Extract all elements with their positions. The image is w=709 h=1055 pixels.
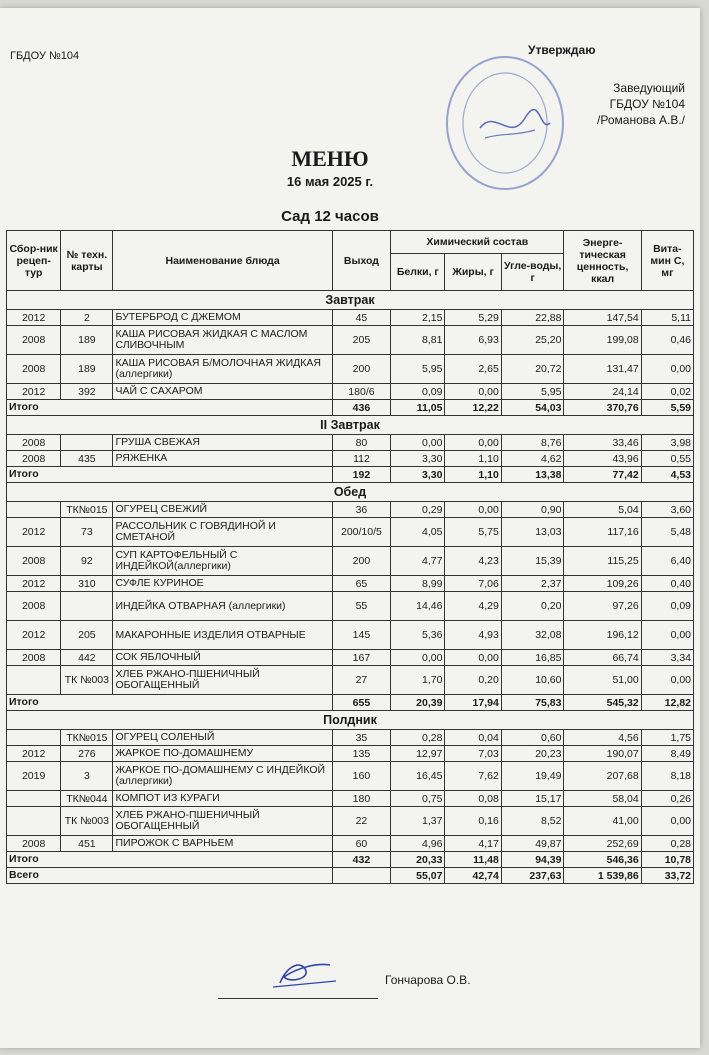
cell-fat: 1,10	[445, 451, 501, 467]
cell-energy: 117,16	[564, 518, 641, 547]
cell-sbornik: 2019	[7, 762, 61, 791]
cell-protein: 1,70	[391, 666, 445, 695]
total-energy: 545,32	[564, 695, 641, 711]
cell-dish-name: ОГУРЕЦ СОЛЕНЫЙ	[113, 730, 332, 746]
menu-table	[6, 230, 694, 884]
col-carbs: Угле-воды, г	[501, 254, 564, 291]
cell-sbornik: 2008	[7, 435, 61, 451]
cell-fat: 5,75	[445, 518, 501, 547]
cell-dish-name: РАССОЛЬНИК С ГОВЯДИНОЙ И СМЕТАНОЙ	[113, 518, 332, 547]
cell-energy: 51,00	[564, 666, 641, 695]
cell-carbs: 10,60	[501, 666, 564, 695]
table-row	[7, 762, 694, 791]
table-row	[7, 326, 694, 355]
cell-tech	[61, 435, 113, 451]
total-carbs: 75,83	[501, 695, 564, 711]
total-output: 436	[332, 400, 390, 416]
total-carbs: 13,38	[501, 467, 564, 483]
signature-line	[218, 998, 378, 999]
cell-carbs: 49,87	[501, 836, 564, 852]
cell-carbs: 0,20	[501, 592, 564, 621]
total-protein: 3,30	[391, 467, 445, 483]
cell-protein: 0,29	[391, 502, 445, 518]
section-header	[7, 483, 694, 502]
table-row	[7, 807, 694, 836]
menu-date: 16 мая 2025 г.	[286, 174, 374, 189]
cell-energy: 41,00	[564, 807, 641, 836]
cell-protein: 4,96	[391, 836, 445, 852]
col-output: Выход	[332, 231, 390, 291]
cell-energy: 33,46	[564, 435, 641, 451]
cell-vitc: 0,26	[641, 791, 693, 807]
cell-tech: 189	[61, 355, 113, 384]
cell-protein: 5,95	[391, 355, 445, 384]
cell-dish-name: ОГУРЕЦ СВЕЖИЙ	[113, 502, 332, 518]
cell-sbornik: 2012	[7, 746, 61, 762]
table-row	[7, 592, 694, 621]
cell-fat: 4,17	[445, 836, 501, 852]
cell-energy: 97,26	[564, 592, 641, 621]
cell-carbs: 20,23	[501, 746, 564, 762]
cell-dish-name: КАША РИСОВАЯ Б/МОЛОЧНАЯ ЖИДКАЯ (аллергики)	[113, 355, 332, 384]
cell-tech: 2	[61, 310, 113, 326]
cell-sbornik: 2012	[7, 518, 61, 547]
cell-protein: 4,77	[391, 547, 445, 576]
table-row	[7, 650, 694, 666]
table-row	[7, 518, 694, 547]
cell-carbs: 8,52	[501, 807, 564, 836]
cell-fat: 7,03	[445, 746, 501, 762]
section-title: Полдник	[7, 711, 694, 730]
cell-sbornik: 2012	[7, 621, 61, 650]
cell-fat: 0,00	[445, 502, 501, 518]
approve-name: /Романова А.В./	[597, 113, 685, 127]
cell-dish-name: СУП КАРТОФЕЛЬНЫЙ С ИНДЕЙКОЙ(аллергики)	[113, 547, 332, 576]
cell-tech	[61, 592, 113, 621]
total-energy: 370,76	[564, 400, 641, 416]
cell-protein: 2,15	[391, 310, 445, 326]
col-protein: Белки, г	[391, 254, 445, 291]
cell-dish-name: ИНДЕЙКА ОТВАРНАЯ (аллергики)	[113, 592, 332, 621]
menu-body	[7, 291, 694, 884]
table-row	[7, 666, 694, 695]
cell-carbs: 25,20	[501, 326, 564, 355]
cell-vitc: 0,40	[641, 576, 693, 592]
cell-fat: 7,62	[445, 762, 501, 791]
cell-dish-name: ЧАЙ С САХАРОМ	[113, 384, 332, 400]
cell-fat: 0,00	[445, 384, 501, 400]
total-carbs: 94,39	[501, 852, 564, 868]
cell-sbornik: 2012	[7, 384, 61, 400]
table-row	[7, 621, 694, 650]
cell-carbs: 5,95	[501, 384, 564, 400]
total-row	[7, 467, 694, 483]
cell-vitc: 3,98	[641, 435, 693, 451]
cell-vitc: 6,40	[641, 547, 693, 576]
total-output: 655	[332, 695, 390, 711]
col-vitc: Вита-мин С, мг	[641, 231, 693, 291]
total-output: 192	[332, 467, 390, 483]
cell-fat: 0,00	[445, 435, 501, 451]
cell-carbs: 22,88	[501, 310, 564, 326]
cell-dish-name: ПИРОЖОК С ВАРНЬЕМ	[113, 836, 332, 852]
cell-tech: 73	[61, 518, 113, 547]
cell-protein: 0,00	[391, 435, 445, 451]
cell-carbs: 0,90	[501, 502, 564, 518]
cell-dish-name: СУФЛЕ КУРИНОЕ	[113, 576, 332, 592]
cell-tech: 392	[61, 384, 113, 400]
cell-vitc: 0,46	[641, 326, 693, 355]
col-fat: Жиры, г	[445, 254, 501, 291]
cell-dish-name: КОМПОТ ИЗ КУРАГИ	[113, 791, 332, 807]
cell-vitc: 0,09	[641, 592, 693, 621]
col-chem: Химический состав	[391, 231, 564, 254]
cell-tech: ТК№015	[61, 730, 113, 746]
cell-output: 60	[332, 836, 390, 852]
grand-total-row	[7, 868, 694, 884]
section-header	[7, 416, 694, 435]
cell-energy: 58,04	[564, 791, 641, 807]
cell-carbs: 2,37	[501, 576, 564, 592]
cell-dish-name: ХЛЕБ РЖАНО-ПШЕНИЧНЫЙ ОБОГАЩЕННЫЙ	[113, 807, 332, 836]
cell-energy: 199,08	[564, 326, 641, 355]
cell-sbornik: 2008	[7, 355, 61, 384]
cell-protein: 0,09	[391, 384, 445, 400]
cell-output: 200	[332, 547, 390, 576]
cell-dish-name: РЯЖЕНКА	[113, 451, 332, 467]
cell-vitc: 8,49	[641, 746, 693, 762]
cell-energy: 66,74	[564, 650, 641, 666]
cell-tech: 442	[61, 650, 113, 666]
cell-sbornik	[7, 666, 61, 695]
cell-sbornik	[7, 502, 61, 518]
cell-output: 180	[332, 791, 390, 807]
cell-output: 112	[332, 451, 390, 467]
col-energy: Энерге-тическая ценность, ккал	[564, 231, 641, 291]
cell-sbornik: 2008	[7, 451, 61, 467]
cell-tech: 189	[61, 326, 113, 355]
section-header	[7, 711, 694, 730]
cell-protein: 12,97	[391, 746, 445, 762]
cell-tech: 310	[61, 576, 113, 592]
cell-tech: 205	[61, 621, 113, 650]
cell-vitc: 3,34	[641, 650, 693, 666]
cell-energy: 252,69	[564, 836, 641, 852]
total-protein: 20,33	[391, 852, 445, 868]
approve-role: Заведующий	[613, 81, 685, 95]
cell-sbornik: 2008	[7, 836, 61, 852]
cell-output: 205	[332, 326, 390, 355]
cell-energy: 4,56	[564, 730, 641, 746]
table-row	[7, 384, 694, 400]
cell-output: 200/10/5	[332, 518, 390, 547]
cell-sbornik	[7, 730, 61, 746]
cell-output: 80	[332, 435, 390, 451]
cell-protein: 0,00	[391, 650, 445, 666]
cell-tech: ТК №003	[61, 807, 113, 836]
cell-fat: 4,29	[445, 592, 501, 621]
cell-vitc: 0,55	[641, 451, 693, 467]
cell-fat: 6,93	[445, 326, 501, 355]
page-title: МЕНЮ	[291, 146, 369, 171]
cell-dish-name: СОК ЯБЛОЧНЫЙ	[113, 650, 332, 666]
cell-protein: 14,46	[391, 592, 445, 621]
total-fat: 12,22	[445, 400, 501, 416]
cell-fat: 5,29	[445, 310, 501, 326]
cell-energy: 190,07	[564, 746, 641, 762]
cell-dish-name: КАША РИСОВАЯ ЖИДКАЯ С МАСЛОМ СЛИВОЧНЫМ	[113, 326, 332, 355]
section-title: Завтрак	[7, 291, 694, 310]
cell-tech: 92	[61, 547, 113, 576]
total-output: 432	[332, 852, 390, 868]
cell-dish-name: ЖАРКОЕ ПО-ДОМАШНЕМУ С ИНДЕЙКОЙ (аллергики)	[113, 762, 332, 791]
grand-total-energy: 1 539,86	[564, 868, 641, 884]
total-protein: 11,05	[391, 400, 445, 416]
cell-tech: 435	[61, 451, 113, 467]
table-row	[7, 355, 694, 384]
section-header	[7, 291, 694, 310]
cell-energy: 115,25	[564, 547, 641, 576]
table-row	[7, 435, 694, 451]
menu-sheet	[0, 8, 700, 1048]
cell-tech: ТК №003	[61, 666, 113, 695]
table-row	[7, 576, 694, 592]
grand-total-protein: 55,07	[391, 868, 445, 884]
cell-sbornik: 2008	[7, 650, 61, 666]
table-row	[7, 730, 694, 746]
cell-fat: 0,08	[445, 791, 501, 807]
table-row	[7, 746, 694, 762]
cell-tech: ТК№015	[61, 502, 113, 518]
cell-sbornik	[7, 807, 61, 836]
grand-total-label: Всего	[7, 868, 333, 884]
cell-sbornik: 2008	[7, 547, 61, 576]
total-label: Итого	[7, 467, 333, 483]
cell-output: 35	[332, 730, 390, 746]
cell-output: 45	[332, 310, 390, 326]
col-sbornik: Сбор-ник рецеп-тур	[7, 231, 61, 291]
cell-energy: 131,47	[564, 355, 641, 384]
grand-total-vitc: 33,72	[641, 868, 693, 884]
cell-output: 22	[332, 807, 390, 836]
cell-fat: 7,06	[445, 576, 501, 592]
cell-protein: 8,99	[391, 576, 445, 592]
cell-energy: 196,12	[564, 621, 641, 650]
cell-sbornik: 2012	[7, 576, 61, 592]
cell-output: 36	[332, 502, 390, 518]
cell-protein: 1,37	[391, 807, 445, 836]
grand-total-output	[332, 868, 390, 884]
grand-total-carbs: 237,63	[501, 868, 564, 884]
cell-protein: 8,81	[391, 326, 445, 355]
cell-output: 55	[332, 592, 390, 621]
cell-tech: ТК№044	[61, 791, 113, 807]
signature-icon	[218, 953, 378, 993]
cell-vitc: 1,75	[641, 730, 693, 746]
cell-energy: 147,54	[564, 310, 641, 326]
signer-name: Гончарова О.В.	[385, 973, 471, 987]
cell-protein: 4,05	[391, 518, 445, 547]
total-fat: 1,10	[445, 467, 501, 483]
cell-energy: 43,96	[564, 451, 641, 467]
cell-output: 180/6	[332, 384, 390, 400]
total-vitc: 12,82	[641, 695, 693, 711]
cell-vitc: 8,18	[641, 762, 693, 791]
cell-protein: 5,36	[391, 621, 445, 650]
cell-tech: 276	[61, 746, 113, 762]
total-vitc: 10,78	[641, 852, 693, 868]
total-fat: 17,94	[445, 695, 501, 711]
cell-vitc: 0,00	[641, 666, 693, 695]
col-name: Наименование блюда	[113, 231, 332, 291]
total-row	[7, 400, 694, 416]
table-row	[7, 547, 694, 576]
cell-sbornik	[7, 791, 61, 807]
cell-output: 200	[332, 355, 390, 384]
cell-energy: 5,04	[564, 502, 641, 518]
cell-vitc: 0,00	[641, 355, 693, 384]
cell-carbs: 4,62	[501, 451, 564, 467]
cell-output: 145	[332, 621, 390, 650]
cell-dish-name: ЖАРКОЕ ПО-ДОМАШНЕМУ	[113, 746, 332, 762]
org-name: ГБДОУ №104	[10, 50, 80, 62]
cell-tech: 451	[61, 836, 113, 852]
section-title: II Завтрак	[7, 416, 694, 435]
total-label: Итого	[7, 695, 333, 711]
total-row	[7, 695, 694, 711]
cell-carbs: 32,08	[501, 621, 564, 650]
cell-sbornik: 2008	[7, 592, 61, 621]
cell-fat: 0,04	[445, 730, 501, 746]
cell-sbornik: 2012	[7, 310, 61, 326]
grand-total-fat: 42,74	[445, 868, 501, 884]
cell-carbs: 8,76	[501, 435, 564, 451]
total-label: Итого	[7, 852, 333, 868]
cell-dish-name: ГРУША СВЕЖАЯ	[113, 435, 332, 451]
cell-vitc: 5,48	[641, 518, 693, 547]
cell-carbs: 16,85	[501, 650, 564, 666]
cell-tech: 3	[61, 762, 113, 791]
cell-output: 167	[332, 650, 390, 666]
cell-fat: 4,23	[445, 547, 501, 576]
approve-org: ГБДОУ №104	[609, 97, 685, 111]
cell-fat: 0,20	[445, 666, 501, 695]
table-row	[7, 836, 694, 852]
col-tech: № техн. карты	[61, 231, 113, 291]
cell-carbs: 19,49	[501, 762, 564, 791]
table-row	[7, 310, 694, 326]
cell-carbs: 15,17	[501, 791, 564, 807]
cell-sbornik: 2008	[7, 326, 61, 355]
cell-carbs: 15,39	[501, 547, 564, 576]
cell-dish-name: МАКАРОННЫЕ ИЗДЕЛИЯ ОТВАРНЫЕ	[113, 621, 332, 650]
cell-vitc: 0,00	[641, 621, 693, 650]
total-energy: 546,36	[564, 852, 641, 868]
cell-carbs: 0,60	[501, 730, 564, 746]
cell-vitc: 0,02	[641, 384, 693, 400]
table-row	[7, 791, 694, 807]
cell-output: 135	[332, 746, 390, 762]
cell-vitc: 3,60	[641, 502, 693, 518]
approve-title: Утверждаю	[528, 43, 596, 57]
cell-fat: 2,65	[445, 355, 501, 384]
cell-energy: 109,26	[564, 576, 641, 592]
total-vitc: 4,53	[641, 467, 693, 483]
cell-fat: 0,00	[445, 650, 501, 666]
total-protein: 20,39	[391, 695, 445, 711]
cell-output: 65	[332, 576, 390, 592]
cell-carbs: 13,03	[501, 518, 564, 547]
total-label: Итого	[7, 400, 333, 416]
cell-fat: 0,16	[445, 807, 501, 836]
table-row	[7, 451, 694, 467]
total-energy: 77,42	[564, 467, 641, 483]
approval-block	[500, 42, 685, 128]
cell-protein: 0,75	[391, 791, 445, 807]
cell-protein: 16,45	[391, 762, 445, 791]
total-vitc: 5,59	[641, 400, 693, 416]
cell-output: 160	[332, 762, 390, 791]
cell-fat: 4,93	[445, 621, 501, 650]
cell-dish-name: БУТЕРБРОД С ДЖЕМОМ	[113, 310, 332, 326]
cell-vitc: 5,11	[641, 310, 693, 326]
cell-vitc: 0,00	[641, 807, 693, 836]
cell-protein: 0,28	[391, 730, 445, 746]
total-fat: 11,48	[445, 852, 501, 868]
cell-energy: 24,14	[564, 384, 641, 400]
table-row	[7, 502, 694, 518]
total-carbs: 54,03	[501, 400, 564, 416]
cell-protein: 3,30	[391, 451, 445, 467]
cell-vitc: 0,28	[641, 836, 693, 852]
total-row	[7, 852, 694, 868]
cell-energy: 207,68	[564, 762, 641, 791]
cell-output: 27	[332, 666, 390, 695]
cell-carbs: 20,72	[501, 355, 564, 384]
section-title: Обед	[7, 483, 694, 502]
cell-dish-name: ХЛЕБ РЖАНО-ПШЕНИЧНЫЙ ОБОГАЩЕННЫЙ	[113, 666, 332, 695]
group-title: Сад 12 часов	[281, 208, 379, 225]
